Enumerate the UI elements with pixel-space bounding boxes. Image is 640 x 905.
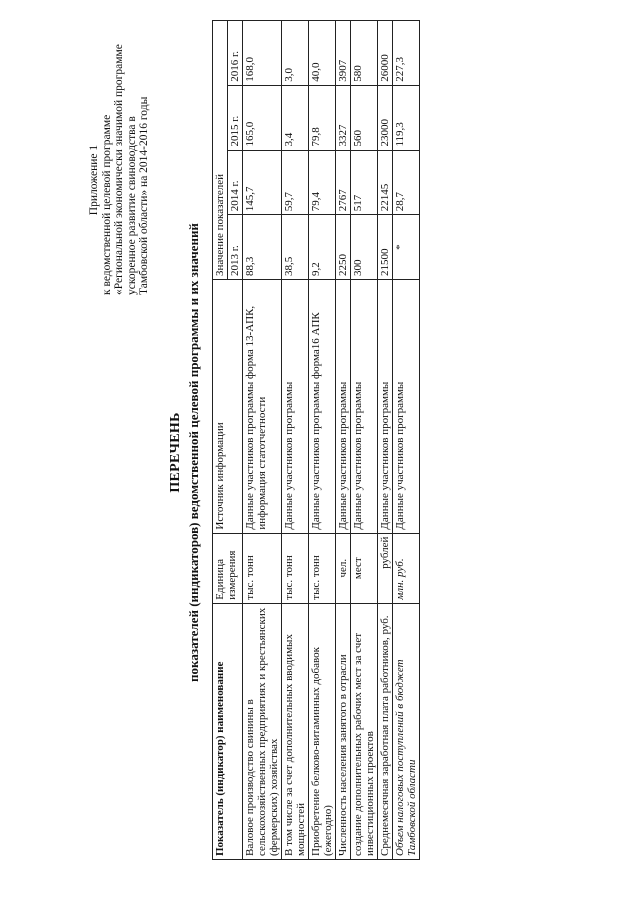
row-value: 79,4 — [309, 150, 336, 215]
document-subtitle: показателей (индикаторов) ведомственной целевой программы и их значений — [186, 223, 201, 682]
row-value: 227,3 — [393, 21, 420, 86]
row-value: 580 — [351, 21, 378, 86]
row-value: 168,0 — [243, 21, 282, 86]
row-unit: млн. руб. — [393, 533, 420, 603]
row-source: Данные участников программы форма 13-АПК, информация статотчетности — [243, 280, 282, 534]
row-unit: тыс. тонн — [282, 533, 309, 603]
row-name: В том числе за счет дополнительных вводимых мощностей — [282, 603, 309, 859]
document-title: ПЕРЕЧЕНЬ — [168, 412, 183, 493]
table-row — [243, 21, 282, 860]
row-value: 3,4 — [282, 85, 309, 150]
table-row — [393, 21, 420, 860]
row-value: 517 — [351, 150, 378, 215]
table-row — [351, 21, 378, 860]
row-value: 9,2 — [309, 215, 336, 280]
appendix-line-1: Приложение 1 — [88, 144, 100, 216]
row-value: 560 — [351, 85, 378, 150]
row-value: 40,0 — [309, 21, 336, 86]
header-year: 2014 г. — [228, 150, 243, 215]
row-value: 3327 — [336, 85, 351, 150]
table-row — [336, 21, 351, 860]
row-unit: мест — [351, 533, 378, 603]
row-value: 2250 — [336, 215, 351, 280]
row-value: 3,0 — [282, 21, 309, 86]
row-source: Данные участников программы форма16 АПК — [309, 280, 336, 534]
table-row — [282, 21, 309, 860]
row-value: 38,5 — [282, 215, 309, 280]
indicators-table — [212, 20, 420, 860]
row-value: 3907 — [336, 21, 351, 86]
header-unit: Единица измерения — [213, 533, 243, 603]
row-value: 119,3 — [393, 85, 420, 150]
row-value: 22145 — [378, 150, 393, 215]
row-value: * — [393, 215, 420, 280]
row-unit: тыс. тонн — [309, 533, 336, 603]
row-value: 79,8 — [309, 85, 336, 150]
row-unit: чел. — [336, 533, 351, 603]
row-value: 165,0 — [243, 85, 282, 150]
row-value: 2767 — [336, 150, 351, 215]
row-source: Данные участников программы — [336, 280, 351, 534]
row-name: Численность населения занятого в отрасли — [336, 603, 351, 859]
row-unit: тыс. тонн — [243, 533, 282, 603]
row-value: 59,7 — [282, 150, 309, 215]
row-value: 145,7 — [243, 150, 282, 215]
header-source: Источник информации — [213, 280, 243, 534]
row-value: 23000 — [378, 85, 393, 150]
row-name: Объем налоговых поступлений в бюджет Тамбовской области — [393, 603, 420, 859]
row-value: 26000 — [378, 21, 393, 86]
row-source: Данные участников программы — [282, 280, 309, 534]
appendix-line-2: к ведомственной целевой программе — [100, 114, 113, 295]
header-values: Значение показателей — [213, 21, 228, 280]
table-row — [309, 21, 336, 860]
table-header-row — [213, 21, 228, 860]
row-value: 88,3 — [243, 215, 282, 280]
appendix-line-3: «Региональной экономически значимой программе — [113, 44, 125, 295]
row-name: Валовое производство свинины в сельскохозяйственных предприятиях и крестьянских (фермерских) хозяйствах — [243, 603, 282, 859]
table-row — [378, 21, 393, 860]
appendix-line-5: Тамбовской области» на 2014-2016 годы — [138, 96, 150, 295]
row-name: Среднемесячная заработная плата работников, руб. — [378, 603, 393, 859]
row-name: Приобретение белково-витаминных добавок (ежегодно) — [309, 603, 336, 859]
header-year: 2013 г. — [228, 215, 243, 280]
row-source: Данные участников программы — [378, 280, 393, 534]
appendix-note — [88, 5, 151, 295]
row-value: 21500 — [378, 215, 393, 280]
row-value: 28,7 — [393, 150, 420, 215]
row-value: 300 — [351, 215, 378, 280]
header-name: Показатель (индикатор) наименование — [213, 603, 243, 859]
appendix-line-4: ускоренное развитие свиноводства в — [125, 116, 138, 295]
header-year: 2015 г. — [228, 85, 243, 150]
row-source: Данные участников программы — [393, 280, 420, 534]
row-name: создание дополнительных рабочих мест за счет инвестиционных проектов — [351, 603, 378, 859]
header-year: 2016 г. — [228, 21, 243, 86]
row-unit: рублей — [378, 533, 393, 603]
row-source: Данные участников программы — [351, 280, 378, 534]
